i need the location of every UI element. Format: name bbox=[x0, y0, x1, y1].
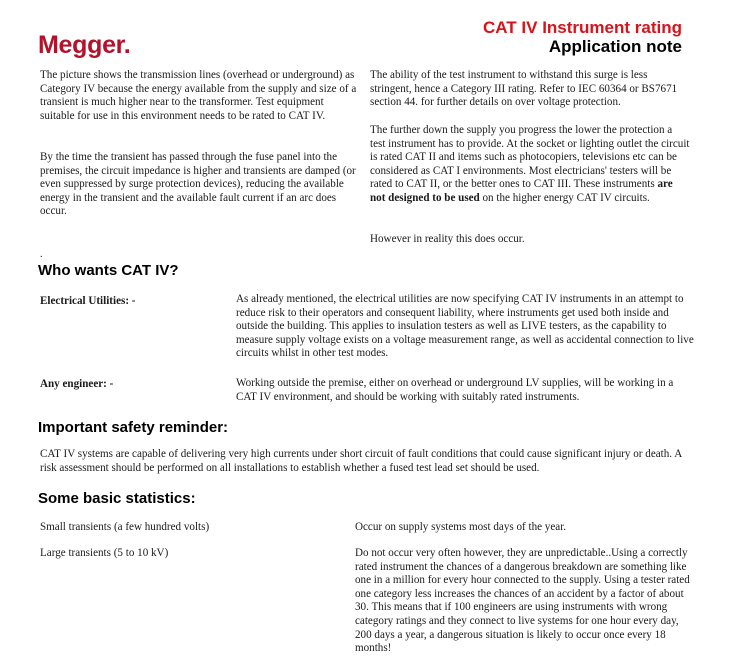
document-subtitle: Application note bbox=[548, 37, 682, 56]
utilities-text: As already mentioned, the electrical utilities are now specifying CAT IV instruments in an attempt to reduce risk to their operators and consequent liability, where instruments get used both inside and outside the building. This applies to insulation testers as well as LIVE testers, as the capability to measure supply voltage exists on a voltage measurement range, as well as accidental connection to live circuits whilst in other test modes. bbox=[236, 293, 694, 360]
large-transients-text: Do not occur very often however, they are unpredictable..Using a correctly rated instrument the chances of a dangerous breakdown are something like one in a million for every hour connected to the supply. Using a tester rated one category less increases the chances of an accident by a factor of about 30. This means that if 100 engineers are using instruments with wrong category ratings and they connect to live systems for one hour every day, 200 days a year, a dangerous situation is likely to occur once every 18 months! bbox=[355, 547, 690, 655]
intro-right-paragraph-2 bbox=[370, 124, 690, 206]
large-transients-label: Large transients (5 to 10 kV) bbox=[40, 547, 169, 559]
megger-logo bbox=[38, 31, 130, 60]
logo-dot: . bbox=[123, 31, 131, 59]
intro-left-paragraph-1: The picture shows the transmission lines (overhead or underground) as Category IV because the energy available from the supply and size of a transient is much higher near to the transformer. Test equipment suitable for use in this environment needs to be rated to CAT IV. bbox=[40, 69, 357, 122]
engineer-label: Any engineer: - bbox=[40, 378, 114, 390]
safety-heading: Important safety reminder: bbox=[38, 419, 229, 436]
intro-right-p2-text-b: on the higher energy CAT IV circuits. bbox=[479, 191, 650, 204]
utilities-label: Electrical Utilities: - bbox=[40, 295, 136, 307]
intro-right-paragraph-1: The ability of the test instrument to withstand this surge is less stringent, hence a Category III rating. Refer to IEC 60364 or BS7671 section 44. for further details on over voltage protection. bbox=[370, 69, 678, 109]
small-transients-label: Small transients (a few hundred volts) bbox=[40, 521, 210, 533]
intro-right-paragraph-3: However in reality this does occur. bbox=[370, 233, 525, 245]
statistics-heading: Some basic statistics: bbox=[38, 490, 196, 507]
small-transients-text: Occur on supply systems most days of the year. bbox=[355, 521, 567, 533]
intro-right-p2-text-a: The further down the supply you progress the lower the protection a test instrument has to provide. At the socket or lighting outlet the circuit is rated CAT II and items such as photocopiers, televisions etc can be considered as CAT I environments. Most electricians' testers will be rated to CAT II, or the better ones to CAT III. These instruments bbox=[370, 124, 690, 191]
safety-text: CAT IV systems are capable of delivering very high currents under short circuit of fault conditions that could cause significant injury or death. A risk assessment should be performed on all installations to establish whether a fused test lead set should be used. bbox=[40, 448, 682, 474]
intro-left-paragraph-2: By the time the transient has passed through the fuse panel into the premises, the circuit impedance is higher and transients are damped (or even suppressed by surge protection devices), reducing the available energy in the transient and the available fault current if an arc does occur. bbox=[40, 151, 356, 218]
who-wants-heading: Who wants CAT IV? bbox=[38, 262, 179, 279]
intro-right-p2-emphasis: are not designed to be used bbox=[370, 178, 673, 204]
logo-text: Megger bbox=[38, 31, 124, 59]
engineer-text: Working outside the premise, either on overhead or underground LV supplies, will be working in a CAT IV environment, and should be working with suitably rated instruments. bbox=[236, 377, 674, 403]
document-title: CAT IV Instrument rating bbox=[483, 18, 682, 37]
stray-dot: . bbox=[40, 249, 43, 260]
